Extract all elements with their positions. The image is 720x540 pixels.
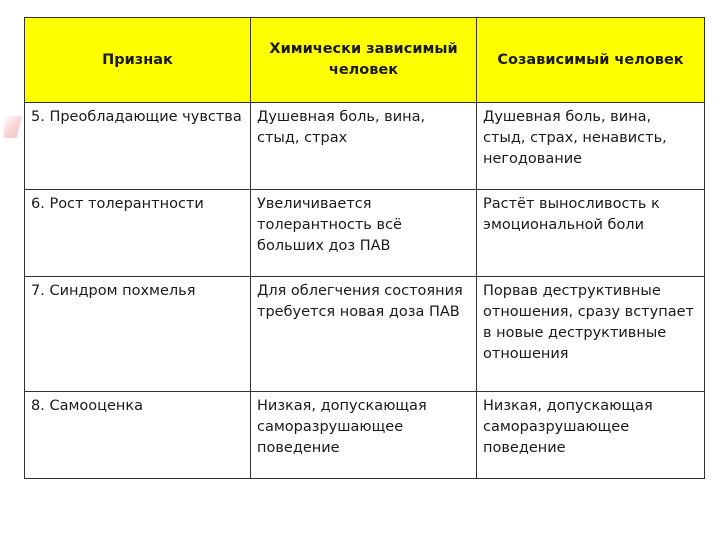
cell-dependent: Увеличивается толерантность всё больших доз ПАВ: [251, 190, 477, 277]
slide-accent-decoration: [4, 116, 22, 138]
header-feature: Признак: [25, 18, 251, 103]
table-row: [25, 103, 705, 190]
cell-dependent: Низкая, допускающая саморазрушающее поведение: [251, 392, 477, 479]
cell-codependent: Порвав деструктивные отношения, сразу вступает в новые деструктивные отношения: [477, 277, 705, 392]
cell-dependent: Для облегчения состояния требуется новая доза ПАВ: [251, 277, 477, 392]
cell-dependent: Душевная боль, вина, стыд, страх: [251, 103, 477, 190]
cell-feature: 5. Преобладающие чувства: [25, 103, 251, 190]
comparison-table: [24, 17, 705, 479]
table-row: [25, 190, 705, 277]
table-header-row: [25, 18, 705, 103]
header-codependent: Созависимый человек: [477, 18, 705, 103]
table-row: [25, 392, 705, 479]
cell-codependent: Растёт выносливость к эмоциональной боли: [477, 190, 705, 277]
cell-feature: 7. Синдром похмелья: [25, 277, 251, 392]
cell-codependent: Низкая, допускающая саморазрушающее поведение: [477, 392, 705, 479]
cell-codependent: Душевная боль, вина, стыд, страх, ненависть, негодование: [477, 103, 705, 190]
cell-feature: 8. Самооценка: [25, 392, 251, 479]
cell-feature: 6. Рост толерантности: [25, 190, 251, 277]
table-row: [25, 277, 705, 392]
header-chemically-dependent: Химически зависимый человек: [251, 18, 477, 103]
